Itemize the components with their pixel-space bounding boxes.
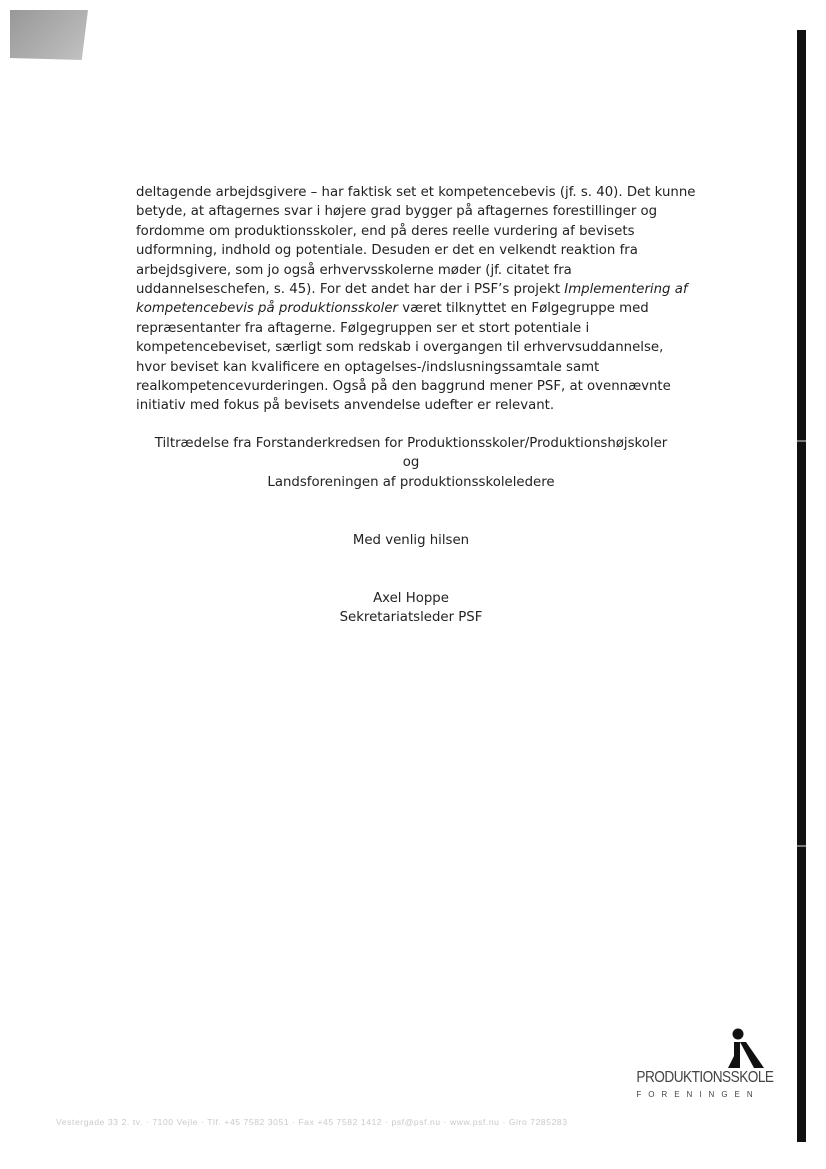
scan-artifact	[10, 10, 88, 60]
paragraph-text-end: været tilknyttet en Følgegruppe med repræsentanter fra aftagerne. Følgegruppen ser et stort potentiale i kompetencebeviset, særligt som redskab i overgangen til erhvervsuddannelse, hvor beviset kan kvalificere en optagelses-/indslusningssamtale samt realkompetencevurderingen. Også på den baggrund mener PSF, at ovennævnte initiativ med fokus på bevisets anvendelse udefter er relevant.	[136, 301, 671, 414]
signature-name: Axel Hoppe	[373, 591, 449, 606]
endorsement-line-2: og	[402, 455, 420, 471]
endorsement-line-3: Landsforeningen af produktionsskoleledere	[267, 474, 555, 490]
organization-logo	[628, 1026, 774, 1108]
project-title: Implementering af kompetencebevis på produktionsskoler	[136, 282, 688, 317]
logo-mark-icon	[628, 1026, 768, 1070]
logo-subtitle: FORENINGEN	[636, 1090, 760, 1099]
scan-edge-gap	[797, 440, 806, 442]
scan-edge-bar	[797, 30, 806, 1142]
closing-greeting: Med venlig hilsen	[352, 533, 470, 548]
paragraph	[136, 183, 696, 416]
logo-name: PRODUKTIONSSKOLE	[636, 1069, 774, 1086]
body-paragraph	[136, 183, 696, 416]
signature	[136, 589, 686, 628]
footer-contact: Vestergade 33 2. tv. · 7100 Vejle · Tlf. +45 7582 3051 · Fax +45 7582 1412 · psf@psf.nu · www.psf.nu · Giro 7285283	[56, 1117, 568, 1127]
signature-title: Sekretariatsleder PSF	[339, 610, 483, 626]
paragraph-text-start: deltagende arbejdsgivere – har faktisk set et kompetencebevis (jf. s. 40). Det kunne betyde, at aftagernes svar i højere grad bygger på aftagernes forestillinger og fordomme om produktionsskoler, end på deres reelle vurdering af bevisets udformning, indhold og potentiale. Desuden er det en velkendt reaktion fra arbejdsgivere, som jo også erhvervsskolerne møder (jf. citatet fra uddannelseschefen, s. 45). For det andet har der i PSF’s projekt	[136, 185, 696, 298]
endorsement-line-1: Tiltrædelse fra Forstanderkredsen for Produktionsskoler/Produktionshøjskoler	[154, 436, 668, 451]
endorsement	[136, 434, 686, 492]
scan-edge-gap	[797, 845, 806, 847]
closing	[136, 531, 686, 550]
